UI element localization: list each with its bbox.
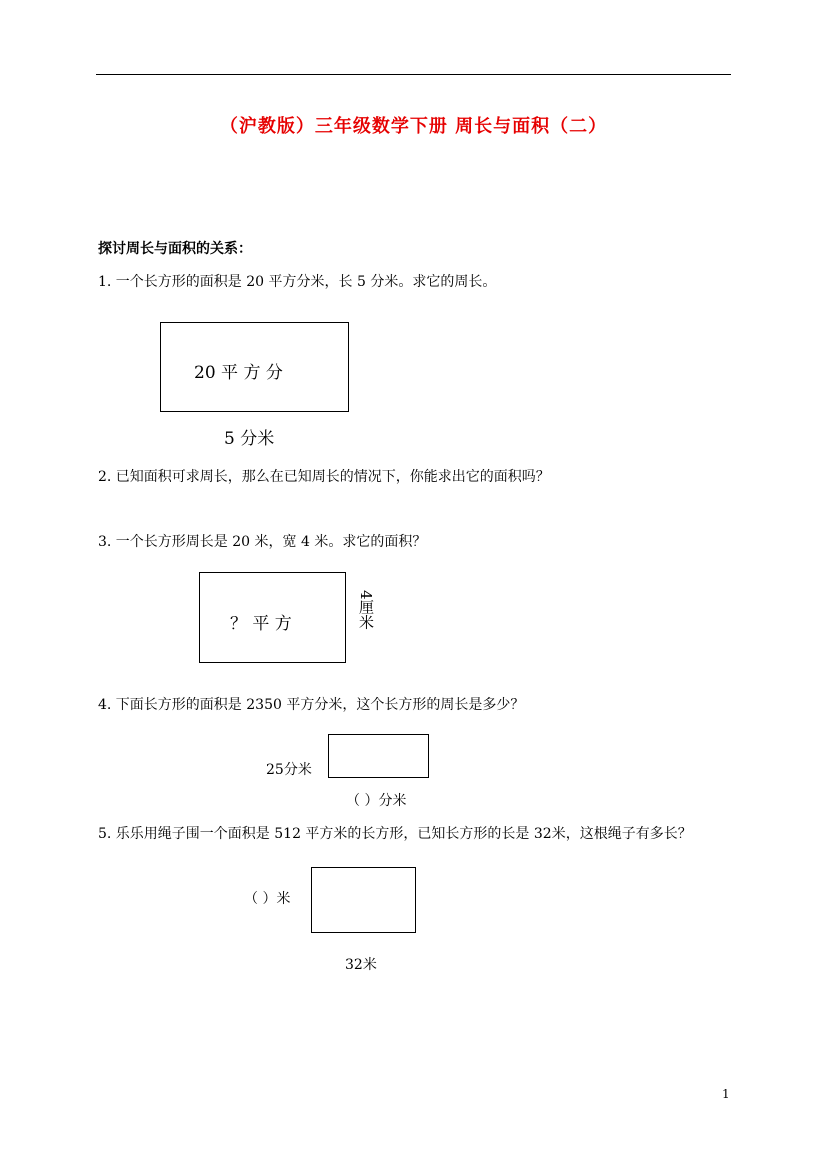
question-1-bottom-label: 5 分米: [224, 429, 275, 449]
question-1-rectangle: [160, 322, 349, 412]
question-5-rectangle: [311, 867, 416, 933]
question-4-text: 4. 下面长方形的面积是 2350 平方分米，这个长方形的周长是多少？: [98, 697, 525, 713]
question-3-text: 3. 一个长方形周长是 20 米，宽 4 米。求它的面积？: [98, 534, 427, 550]
question-5-text: 5. 乐乐用绳子围一个面积是 512 平方米的长方形，已知长方形的长是 32米，这根绳子有多长？: [98, 826, 692, 842]
header-rule: [96, 74, 731, 75]
section-heading: 探讨周长与面积的关系：: [98, 241, 252, 257]
question-1-text: 1. 一个长方形的面积是 20 平方分米，长 5 分米。求它的周长。: [98, 274, 497, 290]
page-number: 1: [722, 1087, 730, 1101]
question-5-bottom-label: 32米: [345, 957, 377, 973]
page-title: （沪教版）三年级数学下册 周长与面积（二）: [219, 116, 608, 137]
question-4-left-label: 25分米: [266, 762, 312, 778]
question-4-rectangle: [328, 734, 429, 778]
question-3-side-label: 4厘米: [357, 590, 375, 630]
question-3-inside-label: ？ 平 方: [230, 614, 292, 634]
question-2-text: 2. 已知面积可求周长，那么在已知周长的情况下，你能求出它的面积吗？: [98, 469, 550, 485]
question-3-rectangle: [199, 572, 346, 663]
question-5-left-label: （ ）米: [244, 891, 291, 907]
question-1-inside-label: 20 平 方 分: [194, 363, 283, 383]
question-4-bottom-label: （ ）分米: [346, 793, 407, 809]
